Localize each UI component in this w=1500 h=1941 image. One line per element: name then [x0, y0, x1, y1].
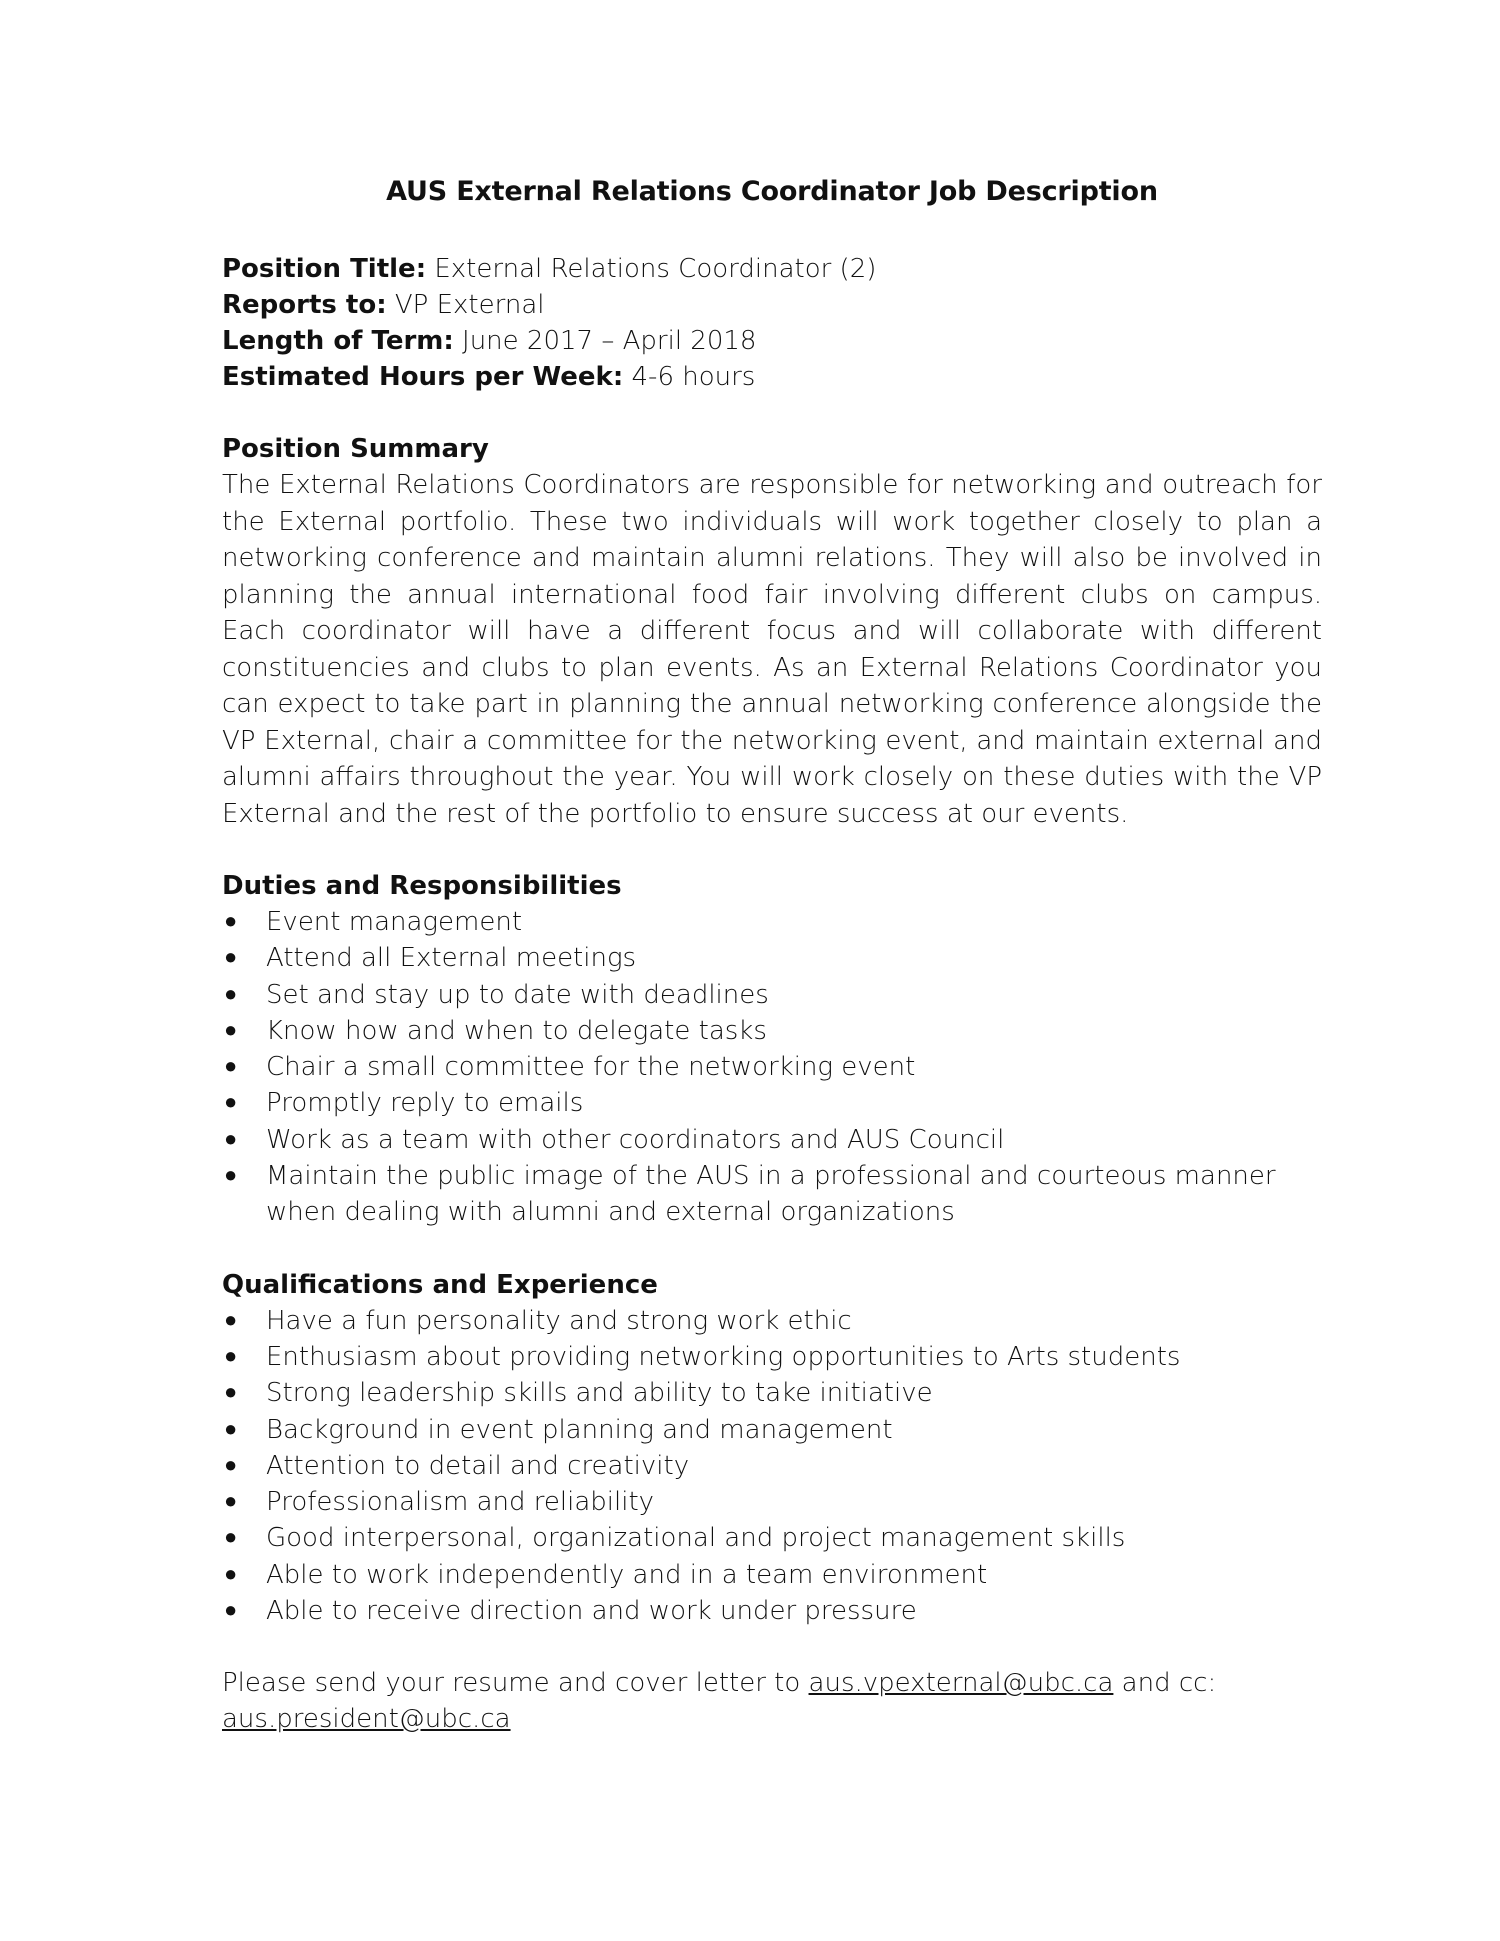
hours-value: 4-6 hours: [631, 362, 756, 392]
bullet-icon: ●: [224, 1343, 238, 1369]
bullet-icon: ●: [224, 1126, 238, 1152]
term-label: Length of Term:: [222, 326, 454, 356]
reports-to-line: [222, 287, 1322, 323]
reports-to-value: VP External: [394, 290, 545, 320]
list-item: ● Know how and when to delegate tasks: [222, 1013, 1322, 1049]
contact-paragraph: [222, 1665, 1322, 1737]
position-title-line: [222, 251, 1322, 287]
hours-line: [222, 359, 1322, 395]
position-title-value: External Relations Coordinator (2): [434, 254, 877, 284]
list-item: ● Attend all External meetings: [222, 940, 1322, 976]
contact-prefix: Please send your resume and cover letter to: [222, 1668, 809, 1699]
list-item: ● Attention to detail and creativity: [222, 1448, 1322, 1484]
bullet-icon: ●: [224, 1163, 238, 1189]
qualifications-list: [222, 1303, 1322, 1630]
list-item: ● Chair a small committee for the networking event: [222, 1049, 1322, 1085]
bullet-icon: ●: [224, 909, 238, 934]
bullet-icon: ●: [224, 1017, 238, 1043]
term-line: [222, 323, 1322, 359]
position-title-label: Position Title:: [222, 254, 427, 284]
list-item: ● Strong leadership skills and ability to take initiative: [222, 1375, 1322, 1411]
document-title: AUS External Relations Coordinator Job Description: [386, 176, 1158, 207]
position-meta: [222, 251, 1322, 395]
bullet-icon: ●: [224, 945, 238, 971]
bullet-icon: ●: [224, 1452, 238, 1478]
bullet-icon: ●: [224, 1598, 238, 1624]
list-item: ● Enthusiasm about providing networking opportunities to Arts students: [222, 1339, 1322, 1375]
list-item: ● Able to receive direction and work under pressure: [222, 1593, 1322, 1629]
list-item: ● Set and stay up to date with deadlines: [222, 977, 1322, 1013]
list-item: ● Event management: [222, 904, 1322, 940]
list-item: ● Have a fun personality and strong work ethic: [222, 1303, 1322, 1339]
bullet-icon: ●: [224, 1416, 238, 1442]
list-item: ● Work as a team with other coordinators and AUS Council: [222, 1122, 1322, 1158]
hours-label: Estimated Hours per Week:: [222, 362, 624, 392]
summary-heading: Position Summary: [222, 434, 489, 464]
bullet-icon: ●: [224, 981, 238, 1007]
list-item: ● Maintain the public image of the AUS in a professional and courteous manner when dealing with alumni and external organizations: [222, 1158, 1322, 1231]
list-item: ● Able to work independently and in a team environment: [222, 1557, 1322, 1593]
contact-middle: and cc:: [1113, 1668, 1217, 1699]
president-email-link[interactable]: aus.president@ubc.ca: [222, 1704, 511, 1735]
list-item: ● Good interpersonal, organizational and project management skills: [222, 1520, 1322, 1556]
reports-to-label: Reports to:: [222, 290, 387, 320]
list-item: ● Promptly reply to emails: [222, 1085, 1322, 1121]
duties-list: [222, 904, 1322, 1231]
bullet-icon: ●: [224, 1090, 238, 1116]
term-value: June 2017 – April 2018: [462, 326, 757, 356]
bullet-icon: ●: [224, 1380, 238, 1406]
duties-heading: Duties and Responsibilities: [222, 871, 622, 901]
bullet-icon: ●: [224, 1489, 238, 1515]
qualifications-heading: Qualifications and Experience: [222, 1269, 658, 1300]
bullet-icon: ●: [224, 1307, 238, 1333]
summary-text: The External Relations Coordinators are responsible for networking and outreach for the External portfolio. These two individuals will work together closely to plan a networking conference and maintain alumni relations. They will also be involved in planning the annual international food fair involving different clubs on campus. Each coordinator will have a different focus and will collaborate with different constituencies and clubs to plan events. As an External Relations Coordinator you can expect to take part in planning the annual networking conference alongside the VP External, chair a committee for the networking event, and maintain external and alumni affairs throughout the year. You will work closely on these duties with the VP External and the rest of the portfolio to ensure success at our events.: [222, 470, 1322, 829]
list-item: ● Professionalism and reliability: [222, 1484, 1322, 1520]
vp-external-email-link[interactable]: aus.vpexternal@ubc.ca: [808, 1668, 1114, 1699]
bullet-icon: ●: [224, 1561, 238, 1587]
list-item: ● Background in event planning and management: [222, 1412, 1322, 1448]
bullet-icon: ●: [224, 1054, 238, 1080]
bullet-icon: ●: [224, 1525, 238, 1551]
